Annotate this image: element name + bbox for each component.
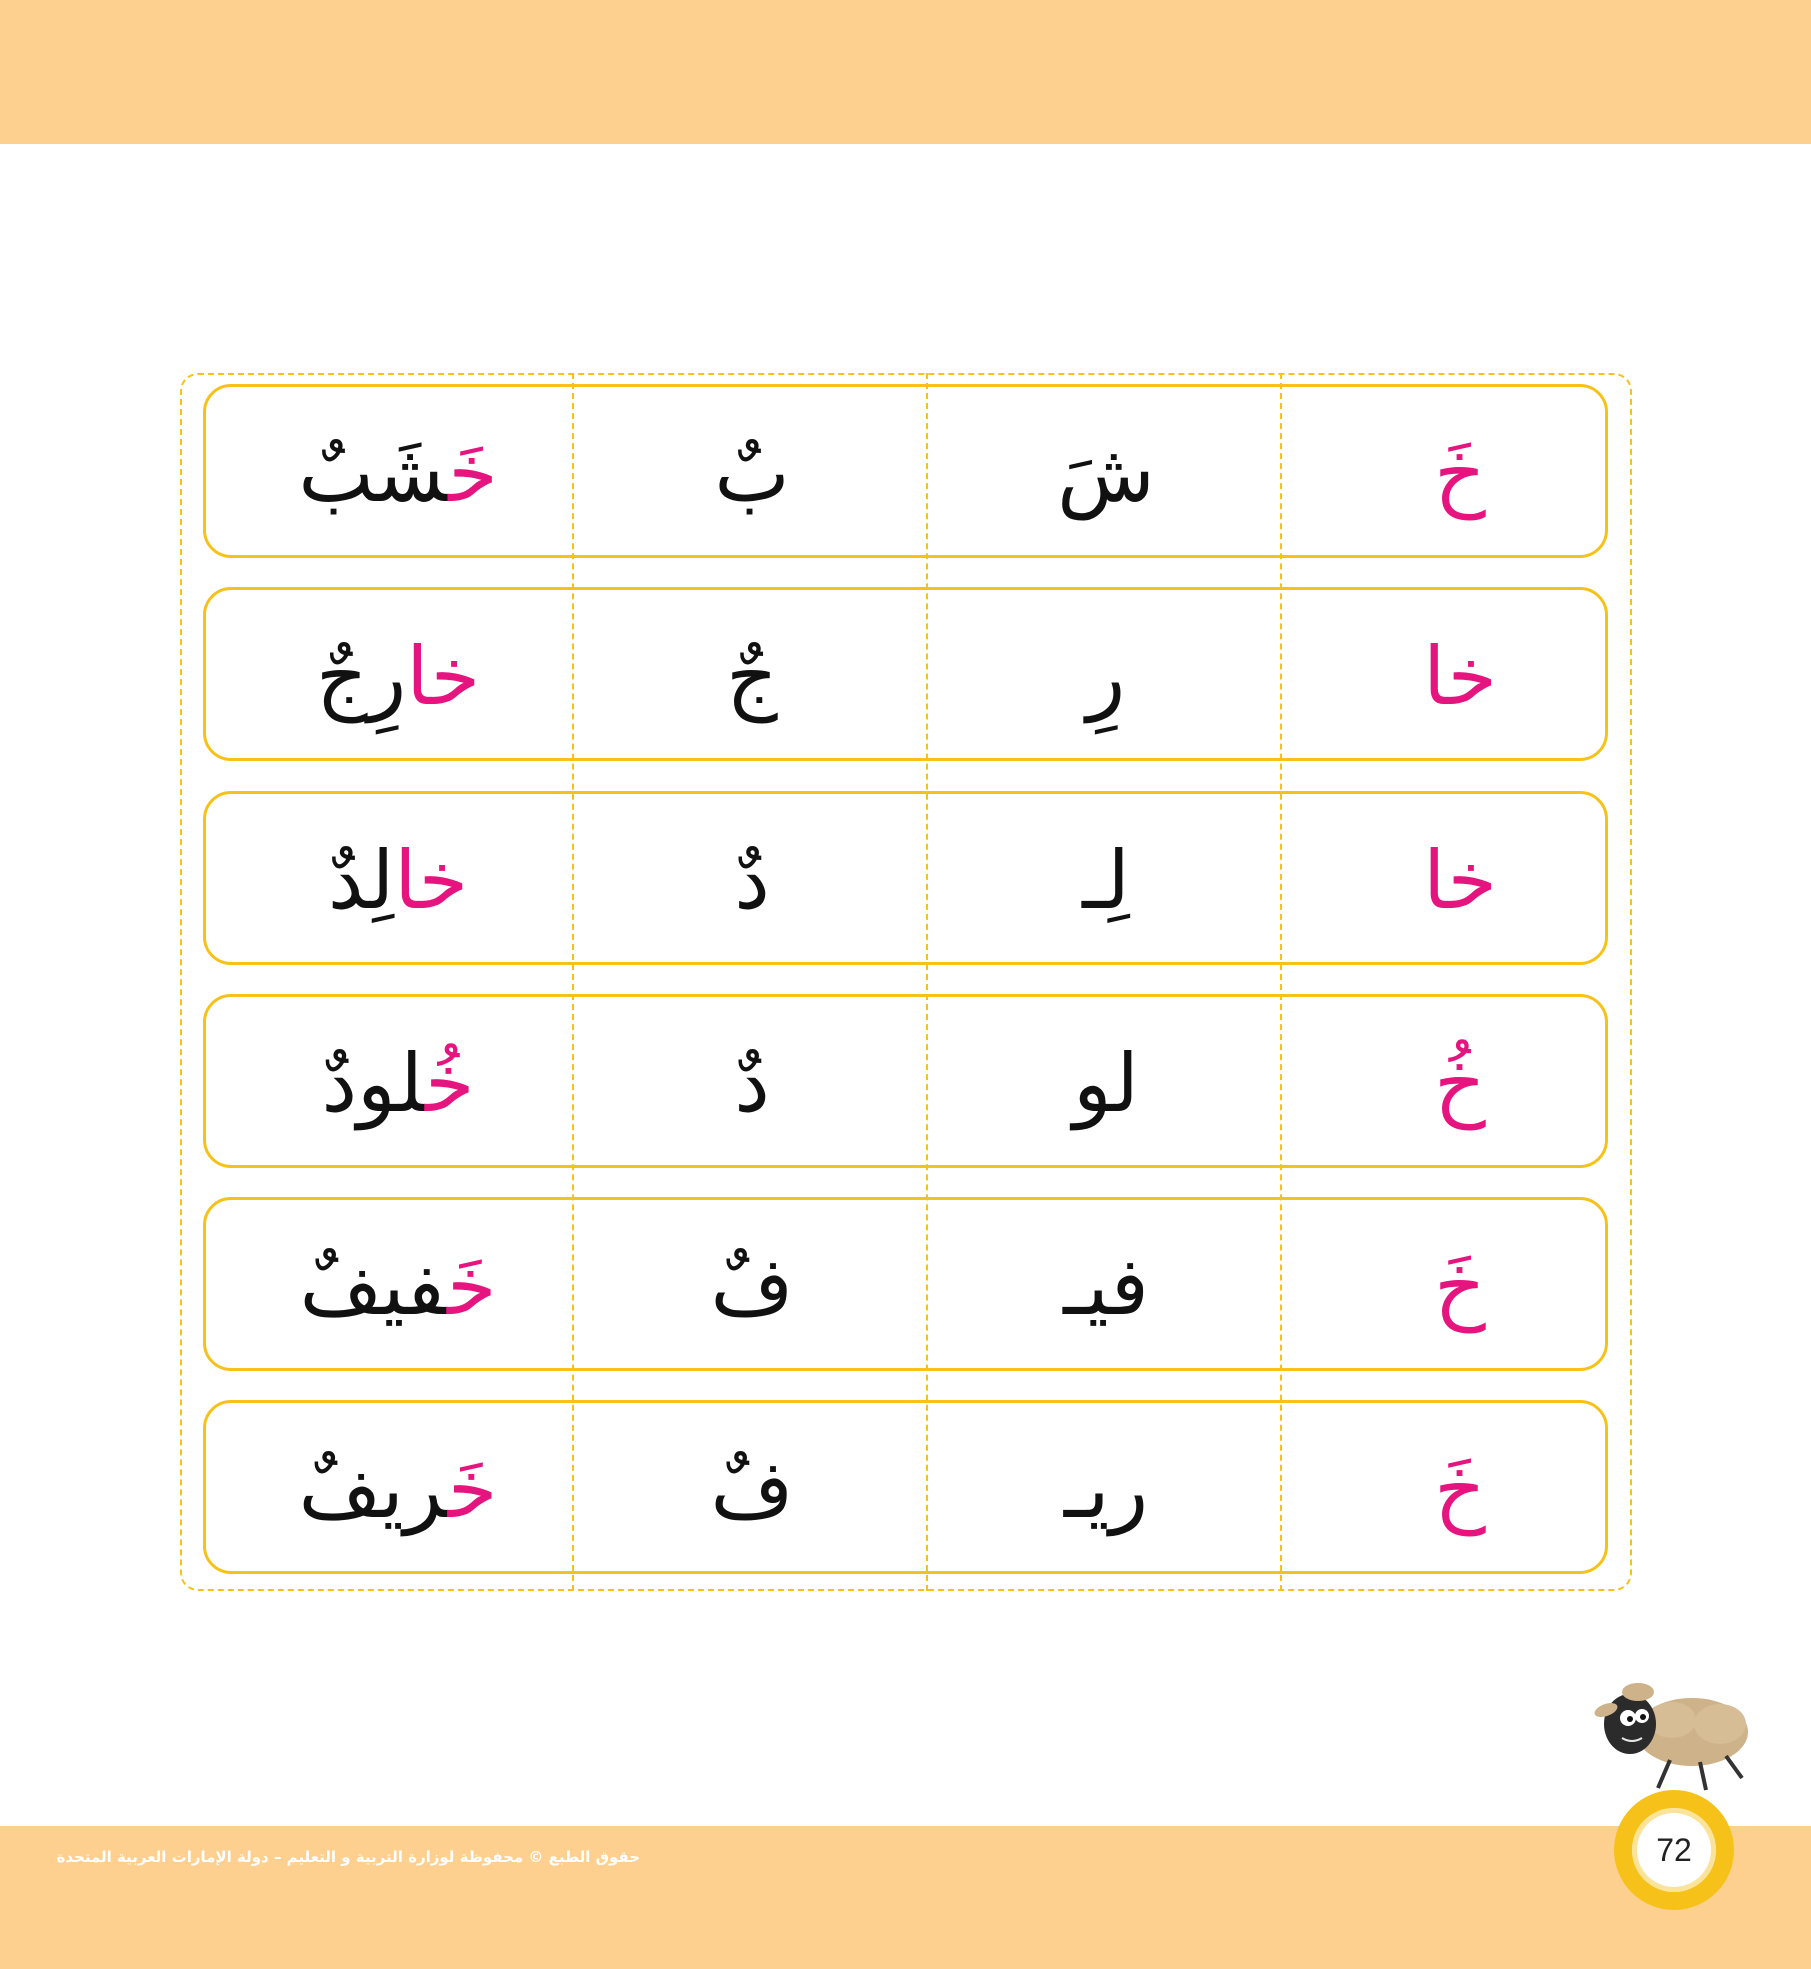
word-rest: فيفٌ <box>299 1240 447 1333</box>
highlight-text: خُ <box>1434 1037 1486 1130</box>
word-cell <box>221 794 575 968</box>
word-rest: ريفٌ <box>298 1443 448 1536</box>
highlight-text: خَ <box>1434 1240 1486 1333</box>
highlight-text: خَ <box>1434 1443 1486 1536</box>
table-row <box>203 384 1608 558</box>
syllable-cell <box>575 590 929 764</box>
page-number-badge <box>1614 1790 1734 1910</box>
word-highlight: خَ <box>447 1443 498 1536</box>
syllable-text: ريـ <box>1063 1443 1149 1536</box>
word-rest: لودٌ <box>321 1037 425 1130</box>
syllable-cell <box>929 387 1283 561</box>
syllable-cell <box>575 387 929 561</box>
word-highlight: خا <box>394 834 469 927</box>
copyright-text: حقوق الطبع © محفوظة لوزارة التربية و التعليم – دولة الإمارات العربية المتحدة <box>56 1848 640 1866</box>
syllable-text: فيـ <box>1063 1240 1149 1333</box>
syllable-text: لو <box>1073 1037 1139 1130</box>
syllable-text: فٌ <box>710 1443 794 1536</box>
syllable-text: بٌ <box>714 427 790 520</box>
syllable-cell <box>1283 1403 1637 1577</box>
syllable-cell <box>575 1403 929 1577</box>
word-cell <box>221 1200 575 1374</box>
top-band <box>0 0 1811 144</box>
syllable-text: جٌ <box>726 630 778 723</box>
page-number: 72 <box>1632 1808 1716 1892</box>
syllable-text: لِـ <box>1082 834 1130 927</box>
word-rest: شَبٌ <box>298 427 449 520</box>
table-row <box>203 994 1608 1168</box>
syllable-text: رِ <box>1086 630 1126 723</box>
word-rest: رِجٌ <box>315 630 407 723</box>
table-row <box>203 791 1608 965</box>
word-highlight: خُ <box>424 1037 475 1130</box>
syllable-cell <box>929 590 1283 764</box>
word-highlight: خَ <box>448 427 498 520</box>
table-row <box>203 1197 1608 1371</box>
syllable-text: دٌ <box>734 1037 770 1130</box>
word-cell <box>221 997 575 1171</box>
syllable-cell <box>1283 794 1637 968</box>
highlight-text: خا <box>1423 630 1497 723</box>
syllable-cell <box>575 794 929 968</box>
word-cell <box>221 590 575 764</box>
syllable-cell <box>1283 1200 1637 1374</box>
table-row <box>203 1400 1608 1574</box>
word-cell <box>221 1403 575 1577</box>
syllable-cell <box>929 1200 1283 1374</box>
syllable-cell <box>929 794 1283 968</box>
table-row <box>203 587 1608 761</box>
syllable-cell <box>929 1403 1283 1577</box>
syllable-text: فٌ <box>710 1240 794 1333</box>
syllable-cell <box>929 997 1283 1171</box>
syllable-cell <box>575 997 929 1171</box>
syllable-cell <box>1283 997 1637 1171</box>
word-rest: لِدٌ <box>327 834 395 927</box>
syllable-text: شَ <box>1057 427 1155 520</box>
word-highlight: خَ <box>446 1240 497 1333</box>
highlight-text: خَ <box>1434 427 1486 520</box>
highlight-text: خا <box>1423 834 1497 927</box>
syllable-cell <box>1283 387 1637 561</box>
syllable-cell <box>575 1200 929 1374</box>
word-cell <box>221 387 575 561</box>
syllable-text: دٌ <box>734 834 770 927</box>
word-highlight: خا <box>406 630 481 723</box>
syllable-cell <box>1283 590 1637 764</box>
